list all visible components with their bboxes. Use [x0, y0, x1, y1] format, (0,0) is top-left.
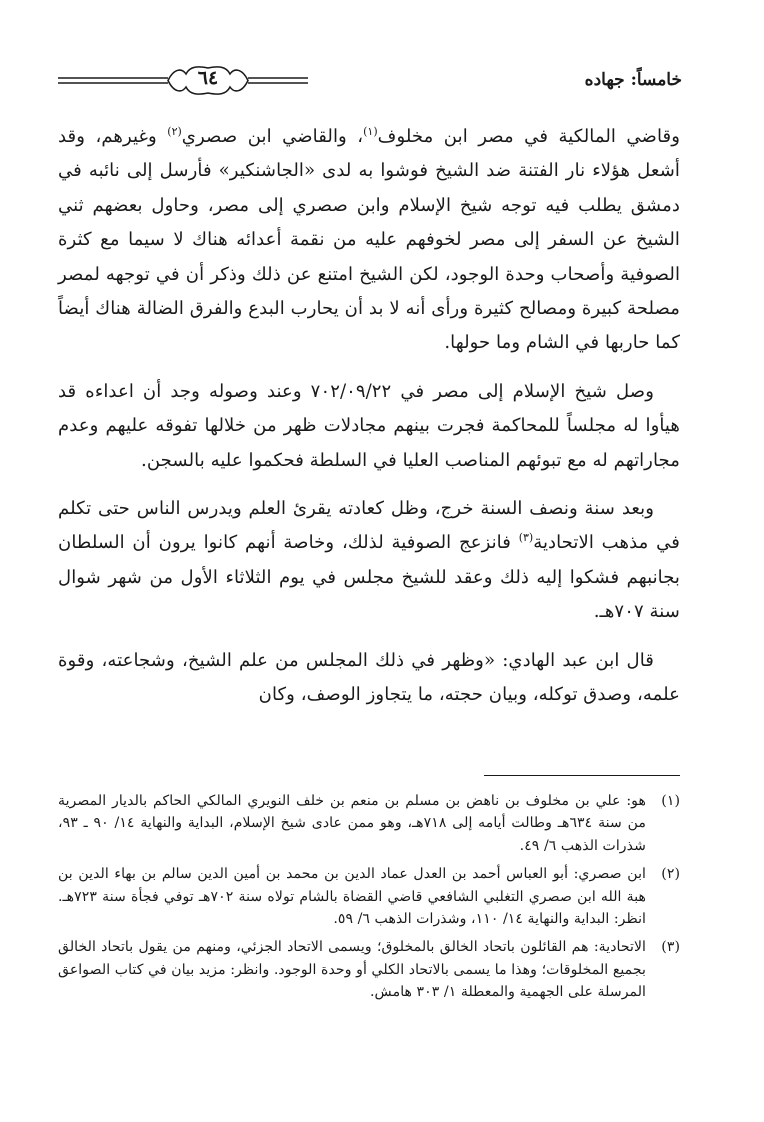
- footnote-3: [58, 936, 680, 1003]
- paragraph-1-text-c: وغيرهم، وقد أشعل هؤلاء نار الفتنة ضد الشيخ فوشوا به لدى «الجاشنكير» فأرسل إلى نائبه في دمشق يطلب فيه توجه شيخ الإسلام وابن صصري إلى مصر، وحاول بعضهم ثني الشيخ عن السفر إلى مصر لخوفهم عليه من نقمة أعدائه هناك لا سيما مع كثرة الصوفية وأصحاب وحدة الوجود، لكن الشيخ امتنع عن ذلك وذكر أن في توجهه لمصر مصلحة كبيرة ومصالح كثيرة ورأى أنه لا بد أن يحارب البدع والفرق الضالة هناك أيضاً كما حاربها في الشام وما حولها.: [58, 126, 680, 354]
- footnote-ref-1: (١): [363, 124, 378, 138]
- paragraph-1: [58, 120, 680, 361]
- footnote-text: هو: علي بن مخلوف بن ناهض بن مسلم بن منعم بن خلف النويري المالكي الحاكم بالديار المصرية من سنة ٦٣٤هـ وطالت أيامه إلى ٧١٨هـ، وهو ممن عادى شيخ الإسلام، البداية والنهاية ١٤/ ٩٠ ـ ٩٣، شذرات الذهب ٦/ ٤٩.: [58, 793, 646, 854]
- footnotes: [58, 790, 680, 1010]
- footnote-text: الاتحادية: هم القائلون باتحاد الخالق بالمخلوق؛ ويسمى الاتحاد الجزئي، ومنهم من يقول باتحاد الخالق بجميع المخلوقات؛ وهذا ما يسمى بالاتحاد الكلي أو وحدة الوجود. وانظر: مزيد بيان في كتاب الصواعق المرسلة على الجهمية والمعطلة ١/ ٣٠٣ هامش.: [58, 939, 646, 1001]
- paragraph-3-text-a: وبعد سنة ونصف السنة خرج، وظل كعادته يقرئ العلم ويدرس الناس حتى تكلم في مذهب الاتحادية: [58, 498, 680, 554]
- footnote-2: [58, 863, 680, 930]
- paragraph-3: [58, 492, 680, 630]
- running-header: [58, 62, 682, 102]
- footnote-ref-2: (٢): [167, 124, 182, 138]
- paragraph-4: قال ابن عبد الهادي: «وظهر في ذلك المجلس من علم الشيخ، وشجاعته، وقوة علمه، وصدق توكله، وبيان حجته، ما يتجاوز الوصف، وكان: [58, 649, 680, 706]
- footnote-text: ابن صصري: أبو العباس أحمد بن العدل عماد الدين بن محمد بن أمين الدين سالم بن بهاء الدين بن هبة الله ابن صصري التغلبي الشافعي قاضي القضاة بالشام تولاه سنة ٧٠٢هـ توفي فجأة سنة ٧٢٣هـ. انظر: البداية والنهاية ١٤/ ١١٠، وشذرات الذهب ٦/ ٥٩.: [58, 866, 646, 928]
- footnote-number: (٢): [661, 866, 680, 883]
- paragraph-1-text-b: ، والقاضي ابن صصري: [181, 126, 364, 147]
- chapter-title: خامساً: جهاده: [584, 70, 682, 90]
- paragraph-1-text-a: وقاضي المالكية في مصر ابن مخلوف: [377, 126, 680, 147]
- footnote-1: [58, 790, 680, 857]
- paragraph-3-text-b: فانزعج الصوفية لذلك، وخاصة أنهم كانوا يرون أن السلطان بجانبهم فشكوا إليه ذلك وعقد للشيخ مجلس في يوم الثلاثاء الأول من شهر شوال سنة ٧٠٧هـ.: [58, 532, 680, 623]
- footnote-separator: [484, 775, 680, 776]
- paragraph-2: وصل شيخ الإسلام إلى مصر في ٧٠٢/٠٩/٢٢ وعند وصوله وجد أن اعداءه قد هيأوا له مجلساً للمحاكمة فجرت بينهم مجادلات ظهر من خلالها تفوقه عليهم وعدم مجاراتهم له مع تبوئهم المناصب العليا في السلطة فحكموا عليه بالسجن.: [58, 380, 680, 471]
- footnote-number: (٣): [661, 939, 680, 956]
- footnote-ref-3: (٣): [518, 531, 534, 545]
- footnote-number: (١): [661, 793, 680, 809]
- page-number: ٦٤: [197, 67, 219, 89]
- page-number-ornament: [58, 64, 308, 98]
- main-text: [58, 120, 680, 727]
